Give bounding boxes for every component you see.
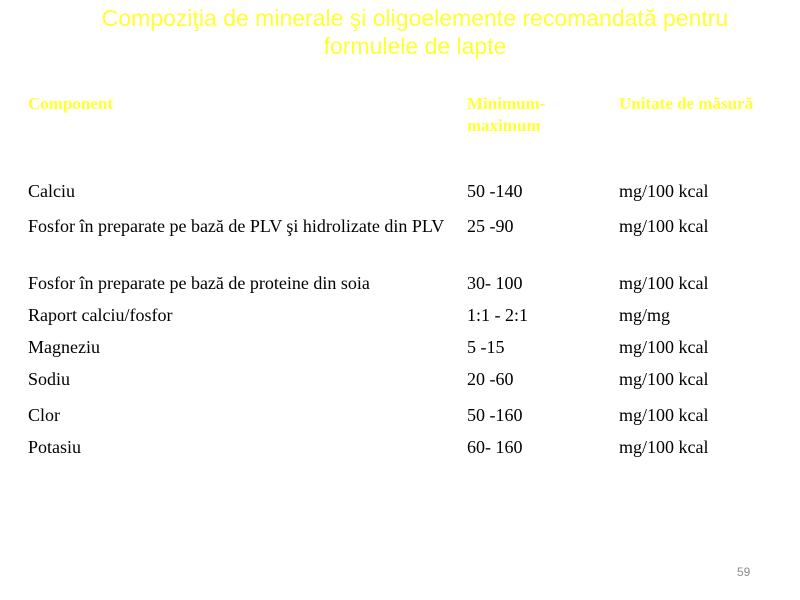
cell-unit: mg/100 kcal (619, 181, 709, 201)
cell-min-max: 30- 100 (467, 273, 523, 293)
cell-unit: mg/100 kcal (619, 369, 709, 389)
page-number: 59 (737, 565, 751, 579)
cell-min-max: 5 -15 (467, 337, 505, 357)
cell-component: Potasiu (28, 437, 82, 457)
cell-component: Fosfor în preparate pe bază de PLV şi hidrolizate din PLV (28, 216, 445, 236)
cell-component: Sodiu (28, 369, 71, 389)
header-component: Component (28, 94, 114, 113)
cell-unit: mg/100 kcal (619, 216, 709, 236)
cell-component: Magneziu (28, 337, 100, 357)
cell-min-max: 1:1 - 2:1 (467, 305, 528, 325)
cell-min-max: 20 -60 (467, 369, 514, 389)
cell-min-max: 60- 160 (467, 437, 523, 457)
cell-min-max: 25 -90 (467, 216, 514, 236)
cell-component: Raport calciu/fosfor (28, 305, 173, 325)
cell-min-max: 50 -160 (467, 405, 523, 425)
cell-unit: mg/100 kcal (619, 405, 709, 425)
header-min-max: Minimum- maximum (467, 94, 546, 135)
header-unit: Unitate de măsură (619, 94, 754, 113)
slide-title: Compoziţia de minerale şi oligoelemente recomandată pentru formulele de lapte (101, 5, 729, 59)
cell-unit: mg/mg (619, 305, 671, 325)
cell-unit: mg/100 kcal (619, 337, 709, 357)
cell-min-max: 50 -140 (467, 181, 523, 201)
cell-unit: mg/100 kcal (619, 273, 709, 293)
cell-component: Clor (28, 405, 61, 425)
cell-component: Fosfor în preparate pe bază de proteine din soia (28, 273, 370, 293)
cell-unit: mg/100 kcal (619, 437, 709, 457)
cell-component: Calciu (28, 181, 75, 201)
